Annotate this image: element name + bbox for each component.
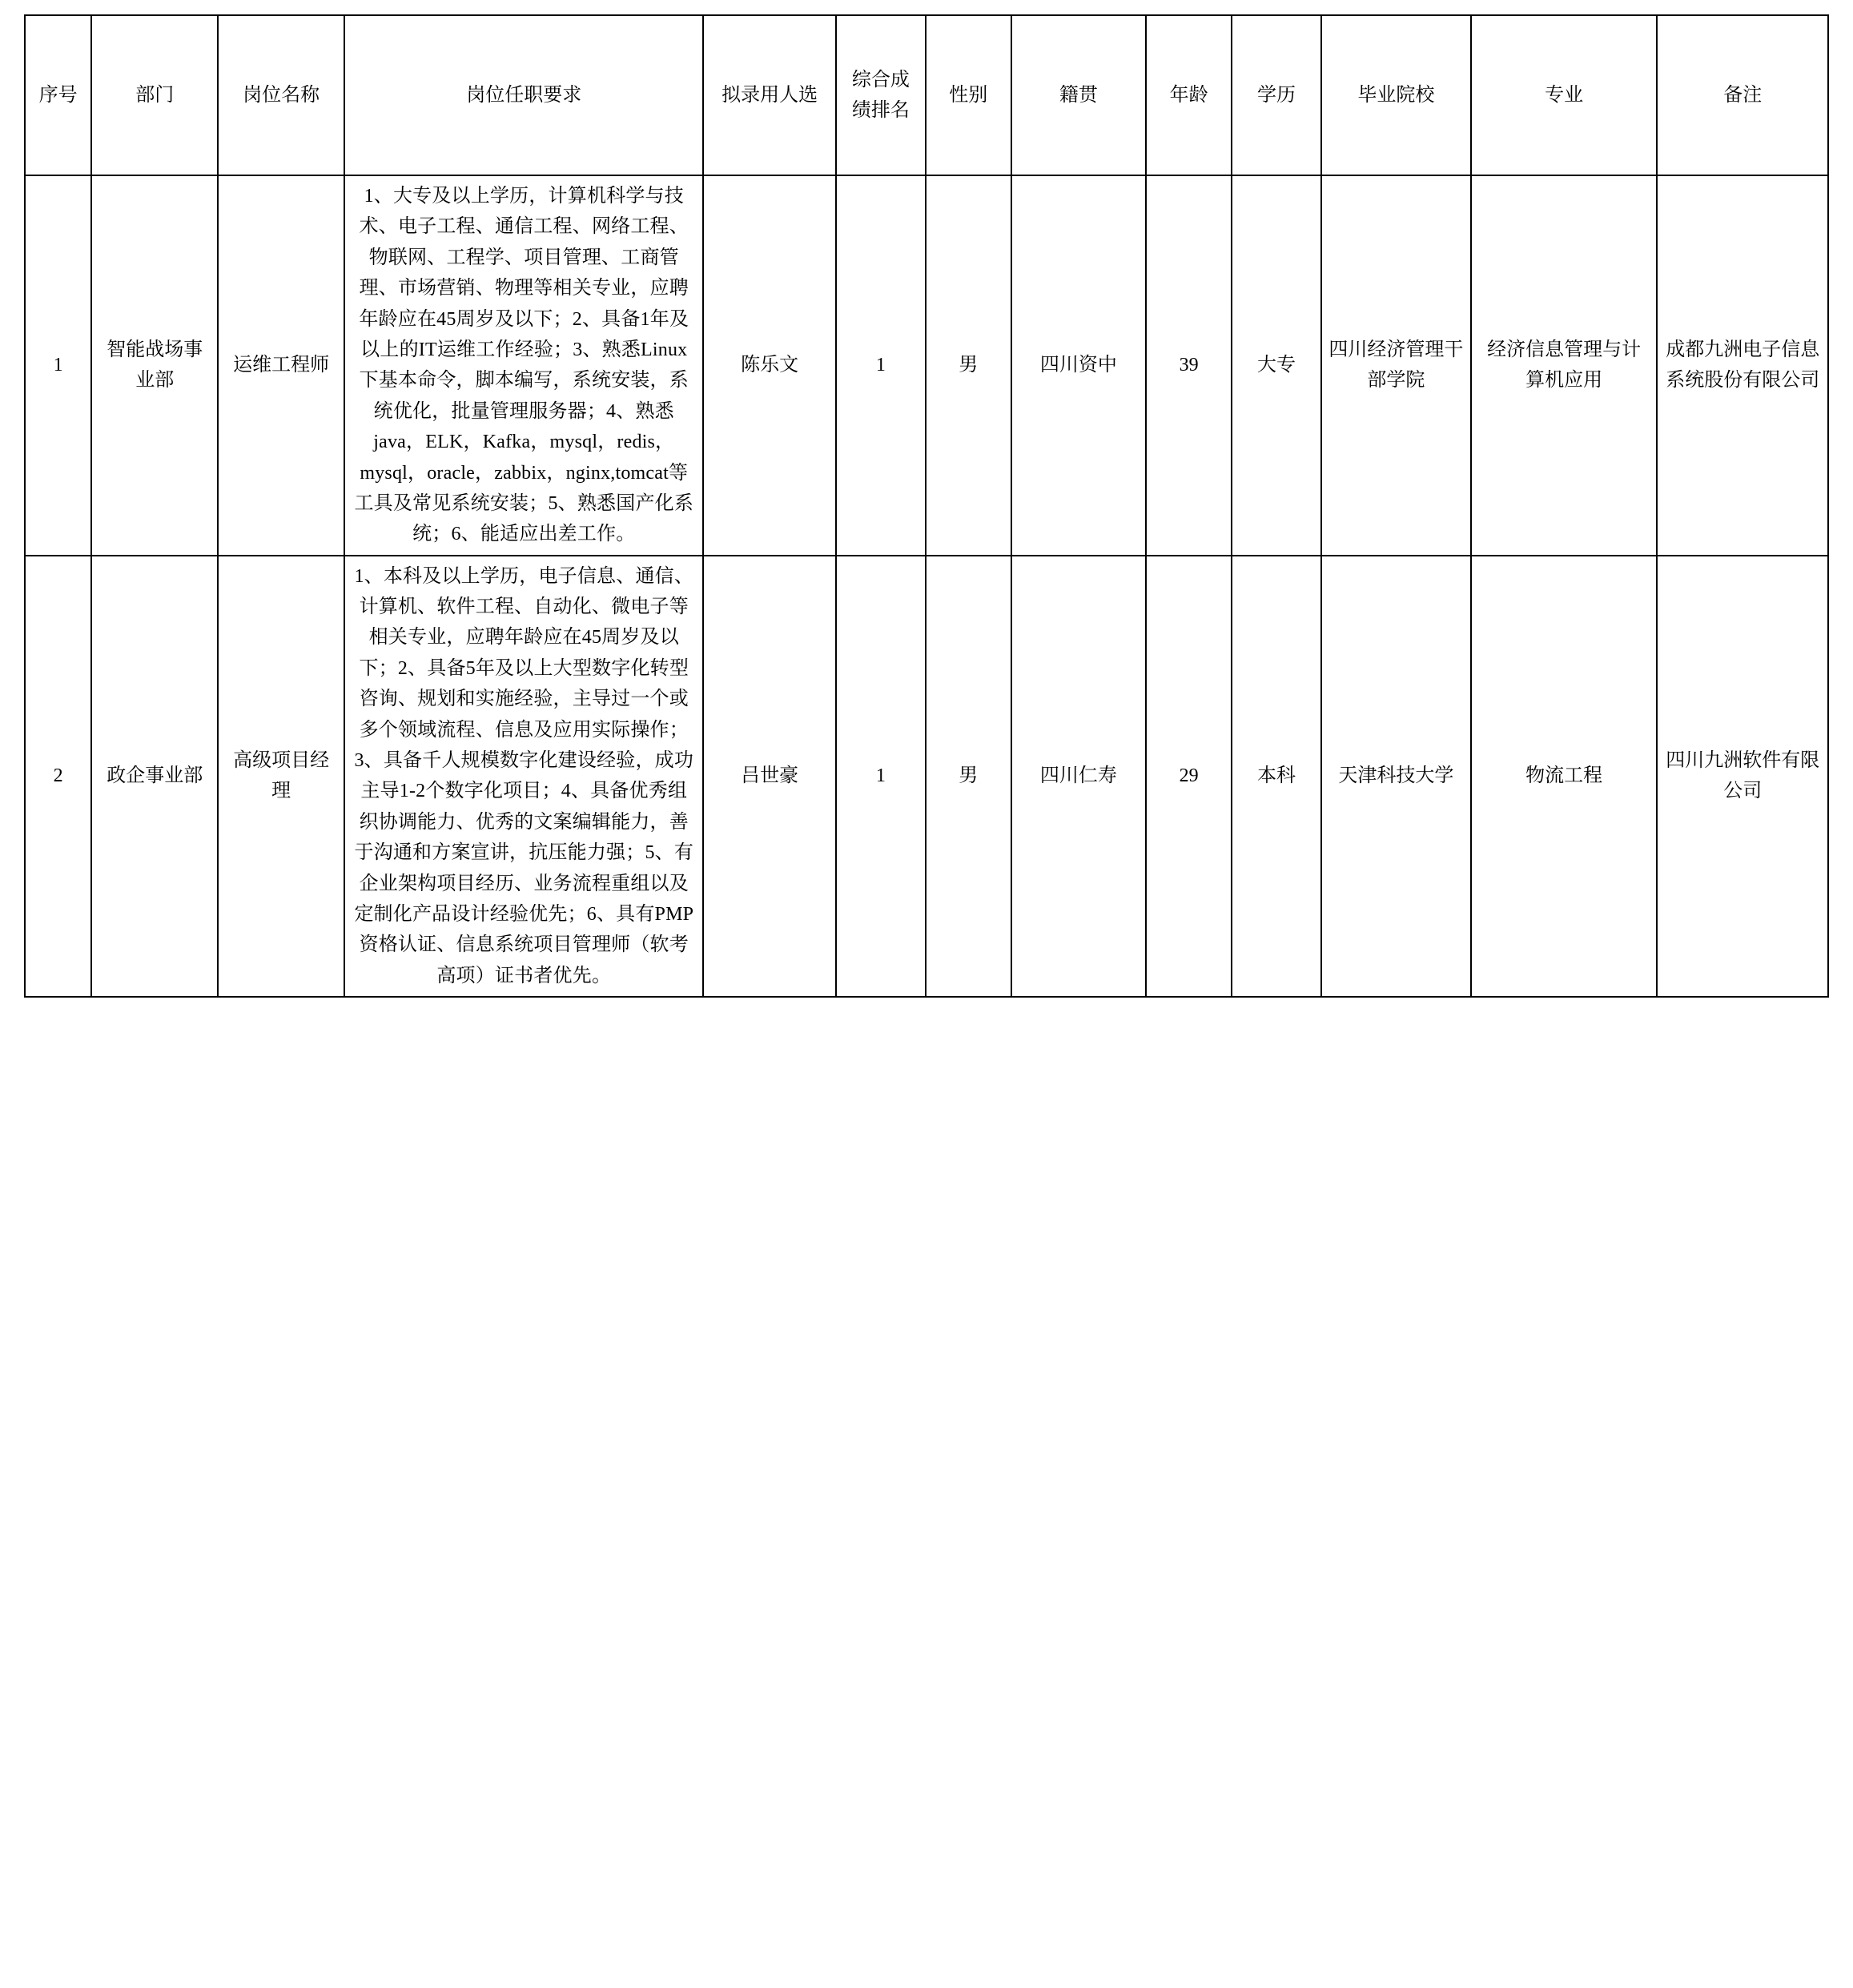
cell-requirements: 1、大专及以上学历，计算机科学与技术、电子工程、通信工程、网络工程、物联网、工程学、项目管理、工商管理、市场营销、物理等相关专业，应聘年龄应在45周岁及以下；2、具备1年及以上的IT运维工作经验；3、熟悉Linux下基本命令，脚本编写，系统安装，系统优化，批量管理服务器；4、熟悉java，ELK，Kafka，mysql，redis，mysql，oracle，zabbix，nginx,tomcat等工具及常见系统安装；5、熟悉国产化系统；6、能适应出差工作。 (344, 175, 703, 556)
cell-index: 1 (25, 175, 91, 556)
recruitment-table (24, 14, 1829, 998)
column-header-requirements: 岗位任职要求 (344, 15, 703, 175)
cell-rank: 1 (836, 175, 926, 556)
cell-age: 39 (1146, 175, 1232, 556)
cell-origin: 四川资中 (1011, 175, 1147, 556)
table-row (25, 175, 1828, 556)
cell-education: 大专 (1232, 175, 1321, 556)
cell-school: 天津科技大学 (1321, 556, 1471, 997)
cell-major: 物流工程 (1471, 556, 1658, 997)
cell-major: 经济信息管理与计算机应用 (1471, 175, 1658, 556)
column-header-department: 部门 (91, 15, 218, 175)
column-header-origin: 籍贯 (1011, 15, 1147, 175)
column-header-rank: 综合成绩排名 (836, 15, 926, 175)
table-row (25, 556, 1828, 997)
column-header-index: 序号 (25, 15, 91, 175)
cell-candidate: 吕世豪 (703, 556, 835, 997)
cell-remark: 成都九洲电子信息系统股份有限公司 (1657, 175, 1828, 556)
column-header-school: 毕业院校 (1321, 15, 1471, 175)
column-header-major: 专业 (1471, 15, 1658, 175)
cell-school: 四川经济管理干部学院 (1321, 175, 1471, 556)
table-body (25, 175, 1828, 997)
cell-rank: 1 (836, 556, 926, 997)
cell-gender: 男 (926, 556, 1011, 997)
cell-origin: 四川仁寿 (1011, 556, 1147, 997)
column-header-candidate: 拟录用人选 (703, 15, 835, 175)
table-header (25, 15, 1828, 175)
cell-post: 运维工程师 (218, 175, 344, 556)
column-header-remark: 备注 (1657, 15, 1828, 175)
cell-age: 29 (1146, 556, 1232, 997)
column-header-gender: 性别 (926, 15, 1011, 175)
cell-post: 高级项目经理 (218, 556, 344, 997)
cell-index: 2 (25, 556, 91, 997)
column-header-age: 年龄 (1146, 15, 1232, 175)
column-header-post: 岗位名称 (218, 15, 344, 175)
cell-gender: 男 (926, 175, 1011, 556)
cell-requirements: 1、本科及以上学历，电子信息、通信、计算机、软件工程、自动化、微电子等相关专业，应聘年龄应在45周岁及以下；2、具备5年及以上大型数字化转型咨询、规划和实施经验，主导过一个或多个领域流程、信息及应用实际操作；3、具备千人规模数字化建设经验，成功主导1-2个数字化项目；4、具备优秀组织协调能力、优秀的文案编辑能力，善于沟通和方案宣讲，抗压能力强；5、有企业架构项目经历、业务流程重组以及定制化产品设计经验优先；6、具有PMP资格认证、信息系统项目管理师（软考高项）证书者优先。 (344, 556, 703, 997)
cell-department: 智能战场事业部 (91, 175, 218, 556)
cell-candidate: 陈乐文 (703, 175, 835, 556)
cell-department: 政企事业部 (91, 556, 218, 997)
cell-education: 本科 (1232, 556, 1321, 997)
table-header-row (25, 15, 1828, 175)
cell-remark: 四川九洲软件有限公司 (1657, 556, 1828, 997)
column-header-education: 学历 (1232, 15, 1321, 175)
